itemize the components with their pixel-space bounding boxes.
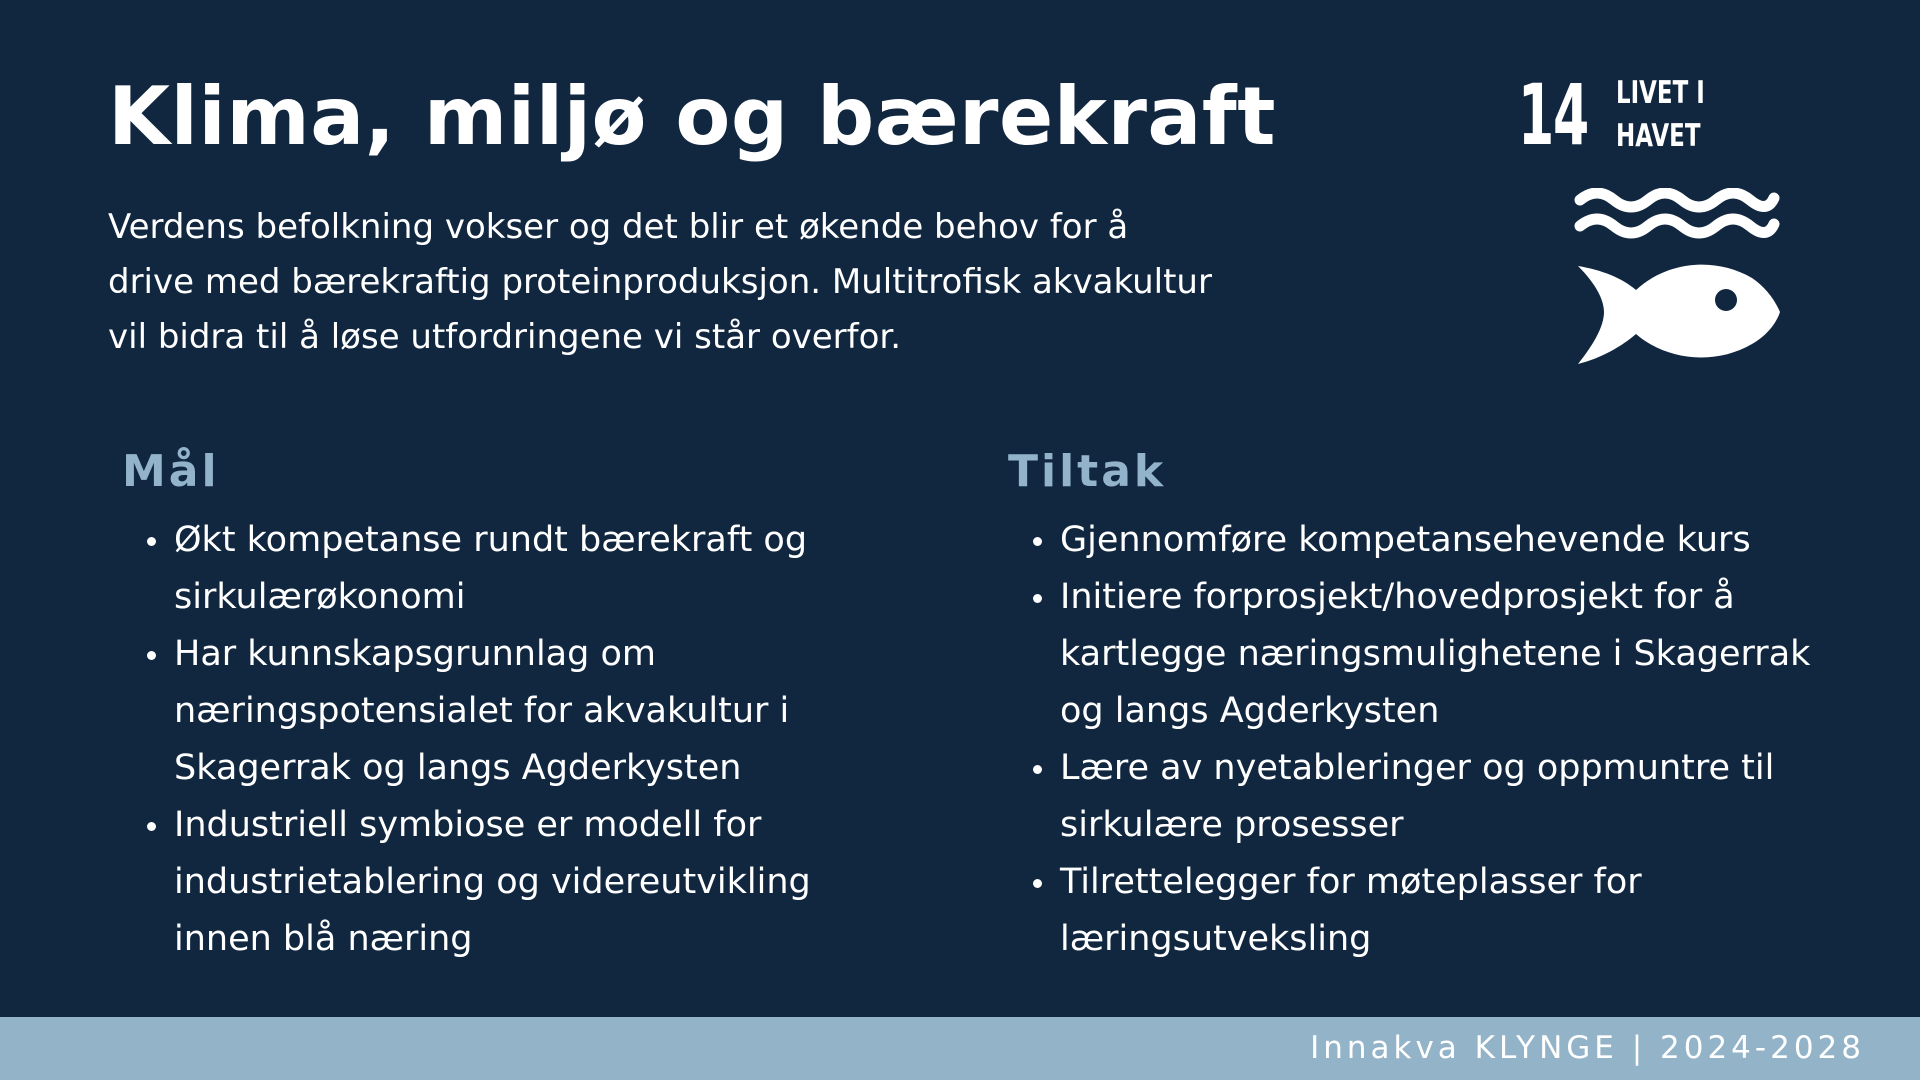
waves-icon	[1580, 193, 1774, 233]
sdg-label-line-1: LIVET I	[1616, 75, 1705, 111]
footer-bar	[0, 1017, 1920, 1080]
actions-list	[1008, 512, 1868, 968]
sdg-label-line-2: HAVET	[1616, 118, 1701, 154]
sdg-number: 14	[1518, 66, 1589, 164]
action-item: Lære av nyetableringer og oppmuntre til sirkulære prosesser	[1060, 740, 1860, 854]
goal-item: Økt kompetanse rundt bærekraft og sirkulærøkonomi	[174, 512, 894, 626]
footer-text: Innakva KLYNGE | 2024-2028	[1310, 1030, 1865, 1066]
goals-list	[122, 512, 882, 968]
actions-heading: Tiltak	[1008, 446, 1167, 497]
waves-and-fish-icon	[1574, 188, 1780, 370]
action-item: Initiere forprosjekt/hovedprosjekt for å kartlegge næringsmulighetene i Skagerrak og langs Agderkysten	[1060, 569, 1860, 740]
action-item: Tilrettelegger for møteplasser for læringsutveksling	[1060, 854, 1860, 968]
sdg-label	[1616, 72, 1742, 158]
actions-column	[1008, 442, 1868, 968]
action-item: Gjennomføre kompetansehevende kurs	[1060, 512, 1860, 569]
page-title: Klima, miljø og bærekraft	[108, 70, 1276, 163]
goals-heading: Mål	[122, 446, 220, 497]
intro-paragraph: Verdens befolkning vokser og det blir et økende behov for å drive med bærekraftig proteinproduksjon. Multitrofisk akvakultur vil bidra til å løse utfordringene vi står overfor.	[108, 207, 1212, 357]
fish-icon	[1578, 265, 1780, 364]
goals-column	[122, 442, 882, 968]
sdg-14-badge	[1512, 66, 1792, 370]
goal-item: Industriell symbiose er modell for industrietablering og videreutvikling innen blå næring	[174, 797, 894, 968]
goal-item: Har kunnskapsgrunnlag om næringspotensialet for akvakultur i Skagerrak og langs Agderkysten	[174, 626, 894, 797]
